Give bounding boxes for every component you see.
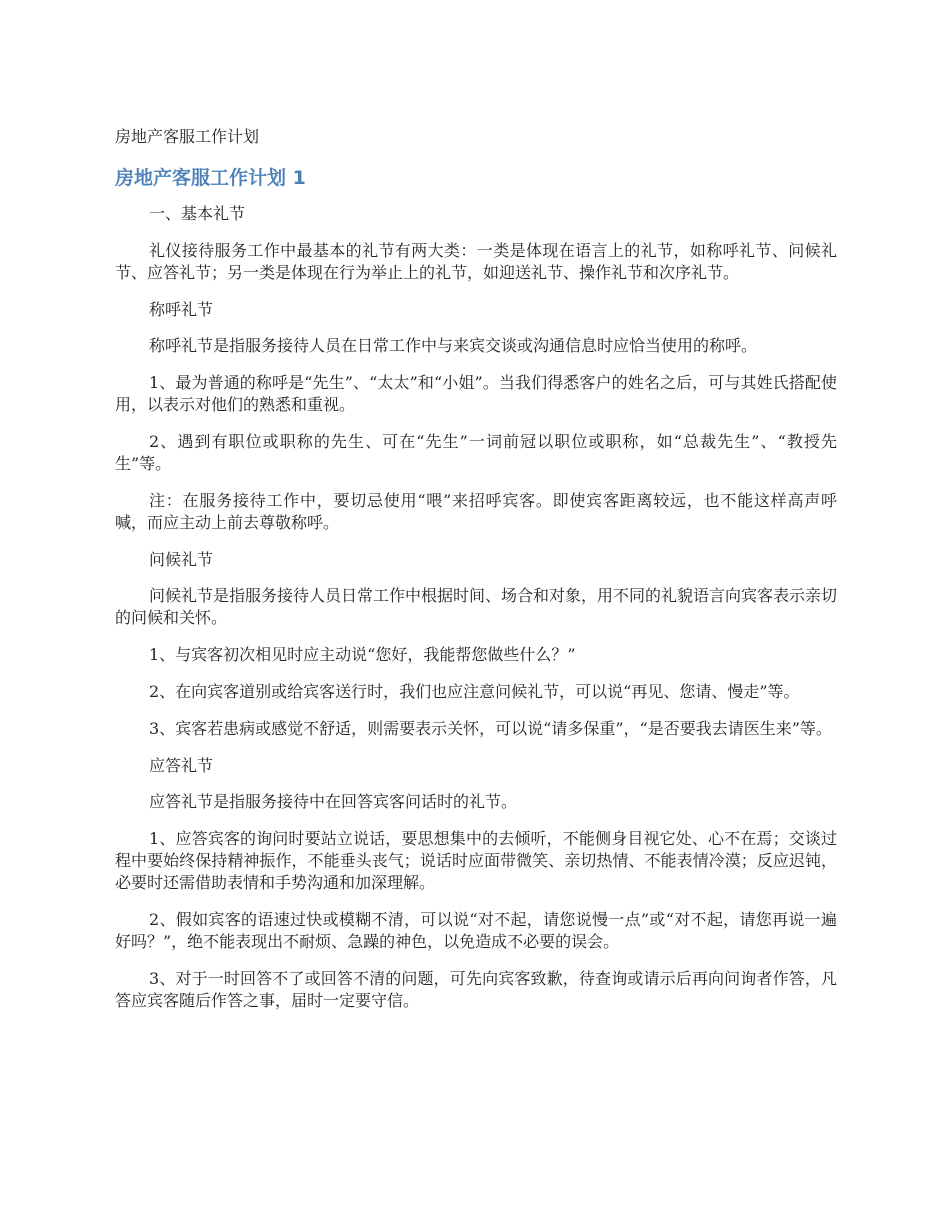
document-body <box>115 203 837 1027</box>
section-heading: 房地产客服工作计划 1 <box>115 167 306 189</box>
subheading-address-etiquette: 称呼礼节 <box>149 299 214 319</box>
paragraph: 注：在服务接待工作中，要切忌使用“喂”来招呼宾客。即使宾客距离较远，也不能这样高声呼喊，而应主动上前去尊敬称呼。 <box>115 490 837 532</box>
paragraph: 2、遇到有职位或职称的先生、可在“先生”一词前冠以职位或职称，如“总裁先生”、“教授先生”等。 <box>115 431 837 473</box>
paragraph: 1、与宾客初次相见时应主动说“您好，我能帮您做些什么？” <box>149 645 576 665</box>
paragraph: 2、假如宾客的语速过快或模糊不清，可以说“对不起，请您说慢一点”或“对不起，请您再说一遍好吗？”，绝不能表现出不耐烦、急躁的神色，以免造成不必要的误会。 <box>115 909 837 951</box>
paragraph: 称呼礼节是指服务接待人员在日常工作中与来宾交谈或沟通信息时应恰当使用的称呼。 <box>149 336 758 356</box>
paragraph: 应答礼节是指服务接待中在回答宾客问话时的礼节。 <box>149 792 518 812</box>
subheading-basic-etiquette: 一、基本礼节 <box>149 204 246 223</box>
document-title: 房地产客服工作计划 <box>115 127 260 146</box>
paragraph: 3、对于一时回答不了或回答不清的问题，可先向宾客致歉，待查询或请示后再向问询者作答，凡答应宾客随后作答之事，届时一定要守信。 <box>115 968 837 1010</box>
paragraph: 3、宾客若患病或感觉不舒适，则需要表示关怀，可以说“请多保重”，“是否要我去请医生来”等。 <box>149 718 832 738</box>
paragraph: 礼仪接待服务工作中最基本的礼节有两大类：一类是体现在语言上的礼节，如称呼礼节、问候礼节、应答礼节；另一类是体现在行为举止上的礼节，如迎送礼节、操作礼节和次序礼节。 <box>115 240 837 282</box>
subheading-response-etiquette: 应答礼节 <box>149 755 214 775</box>
paragraph: 1、最为普通的称呼是“先生”、“太太”和“小姐”。当我们得悉客户的姓名之后，可与其姓氏搭配使用，以表示对他们的熟悉和重视。 <box>115 373 837 415</box>
subheading-greeting-etiquette: 问候礼节 <box>149 549 214 569</box>
paragraph: 问候礼节是指服务接待人员日常工作中根据时间、场合和对象，用不同的礼貌语言向宾客表示亲切的问候和关怀。 <box>115 586 838 628</box>
paragraph: 2、在向宾客道别或给宾客送行时，我们也应注意问候礼节，可以说“再见、您请、慢走”等。 <box>149 681 800 701</box>
paragraph: 1、应答宾客的询问时要站立说话，要思想集中的去倾听，不能侧身目视它处、心不在焉；交谈过程中要始终保持精神振作，不能垂头丧气；说话时应面带微笑、亲切热情、不能表情冷漠；反应迟钝，必要时还需借助表情和手势沟通和加深理解。 <box>115 829 837 893</box>
